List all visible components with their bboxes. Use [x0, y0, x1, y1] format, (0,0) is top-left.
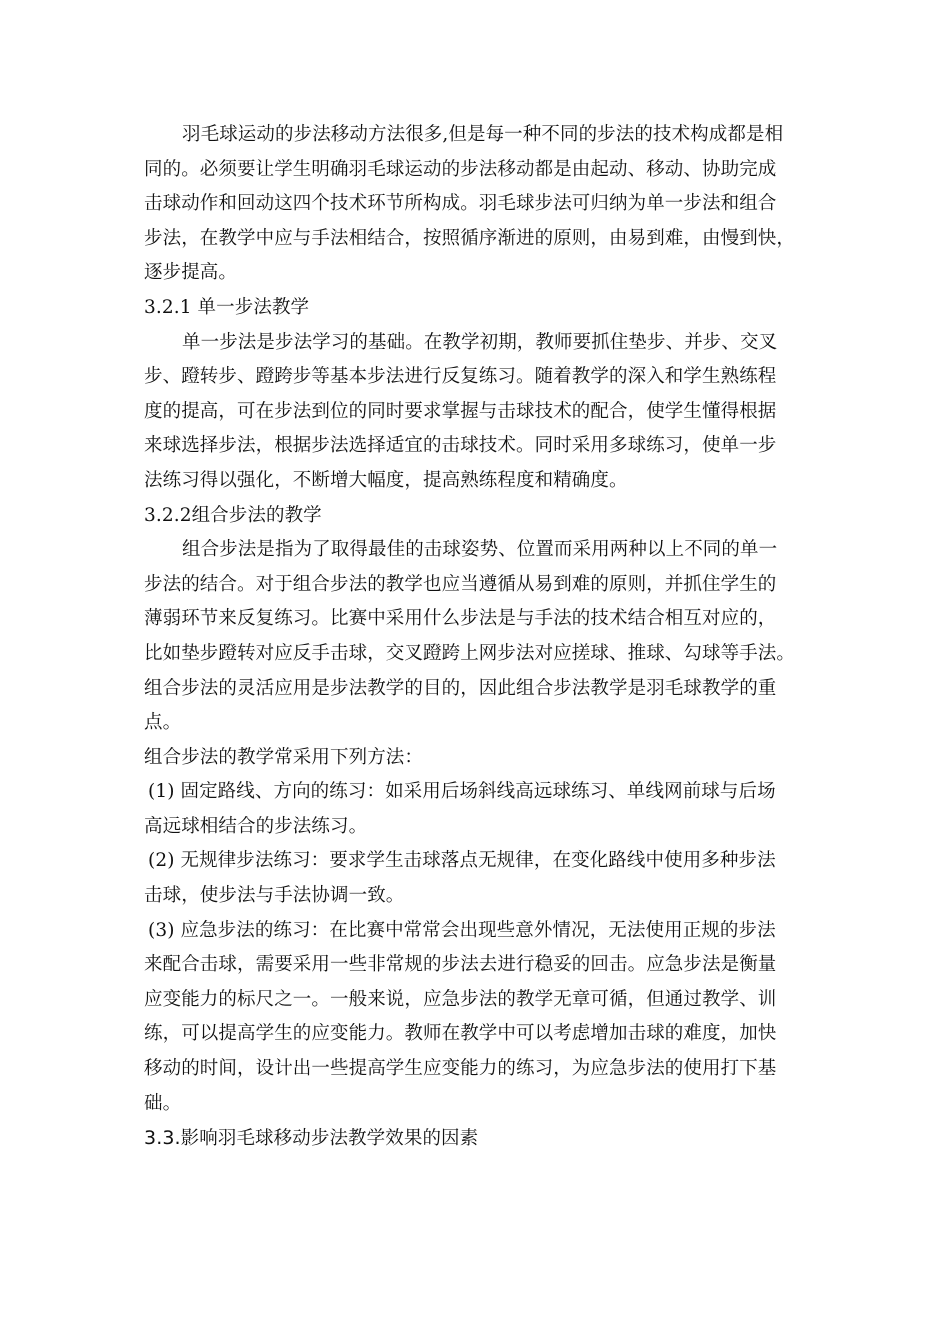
- paragraph-line: 组合步法的教学常采用下列方法：: [144, 746, 424, 768]
- list-item-1: (1) 固定路线、方向的练习：如采用后场斜线高远球练习、单线网前球与后场: [148, 781, 776, 803]
- paragraph-line: 逐步提高。: [144, 262, 238, 284]
- section-heading-number: 3.3.: [144, 1127, 181, 1150]
- paragraph-line: 步、蹬转步、蹬跨步等基本步法进行反复练习。随着教学的深入和学生熟练程: [144, 366, 777, 388]
- paragraph-line: 组合步法的灵活应用是步法教学的目的，因此组合步法教学是羽毛球教学的重: [144, 677, 777, 699]
- paragraph-line: 步法，在教学中应与手法相结合，按照循序渐进的原则，由易到难，由慢到快，: [144, 227, 796, 249]
- paragraph-line: 应变能力的标尺之一。一般来说，应急步法的教学无章可循，但通过教学、训: [144, 988, 777, 1010]
- paragraph-line: 度的提高，可在步法到位的同时要求掌握与击球技术的配合，使学生懂得根据: [144, 400, 777, 422]
- paragraph-line: 法练习得以强化，不断增大幅度，提高熟练程度和精确度。: [144, 469, 628, 491]
- paragraph-line: 组合步法是指为了取得最佳的击球姿势、位置而采用两种以上不同的单一: [182, 539, 778, 561]
- paragraph-line: 础。: [144, 1092, 182, 1114]
- section-heading-3-3: [144, 1121, 808, 1156]
- paragraph-line: 点。: [144, 712, 182, 734]
- paragraph-line: 同的。必须要让学生明确羽毛球运动的步法移动都是由起动、移动、协助完成: [144, 158, 777, 180]
- subsection-heading-3-2-2: 3.2.2组合步法的教学: [144, 504, 322, 526]
- paragraph-line: 薄弱环节来反复练习。比赛中采用什么步法是与手法的技术结合相互对应的，: [144, 608, 777, 630]
- subsection-heading-3-2-1: 3.2.1 单一步法教学: [144, 296, 310, 318]
- paragraph-line: 来配合击球，需要采用一些非常规的步法去进行稳妥的回击。应急步法是衡量: [144, 954, 777, 976]
- paragraph-line: 步法的结合。对于组合步法的教学也应当遵循从易到难的原则，并抓住学生的: [144, 573, 777, 595]
- paragraph-line: 练，可以提高学生的应变能力。教师在教学中可以考虑增加击球的难度，加快: [144, 1023, 777, 1045]
- paragraph-line: 击球动作和回动这四个技术环节所构成。羽毛球步法可归纳为单一步法和组合: [144, 193, 777, 215]
- paragraph-line: 击球，使步法与手法协调一致。: [144, 885, 405, 907]
- paragraph-line: 高远球相结合的步法练习。: [144, 815, 368, 837]
- paragraph-line: 羽毛球运动的步法移动方法很多,但是每一种不同的步法的技术构成都是相: [182, 124, 784, 145]
- list-item-3: (3) 应急步法的练习：在比赛中常常会出现些意外情况，无法使用正规的步法: [148, 919, 776, 941]
- paragraph-line: 移动的时间，设计出一些提高学生应变能力的练习，为应急步法的使用打下基: [144, 1058, 777, 1080]
- section-heading-title: 影响羽毛球移动步法教学效果的因素: [180, 1128, 479, 1150]
- list-item-2: (2) 无规律步法练习：要求学生击球落点无规律，在变化路线中使用多种步法: [148, 850, 776, 872]
- paragraph-line: 单一步法是步法学习的基础。在教学初期，教师要抓住垫步、并步、交叉: [182, 331, 778, 353]
- paragraph-line: 比如垫步蹬转对应反手击球，交叉蹬跨上网步法对应搓球、推球、勾球等手法。: [144, 642, 796, 664]
- document-page: [144, 118, 808, 1156]
- paragraph-line: 来球选择步法，根据步法选择适宜的击球技术。同时采用多球练习，使单一步: [144, 435, 777, 457]
